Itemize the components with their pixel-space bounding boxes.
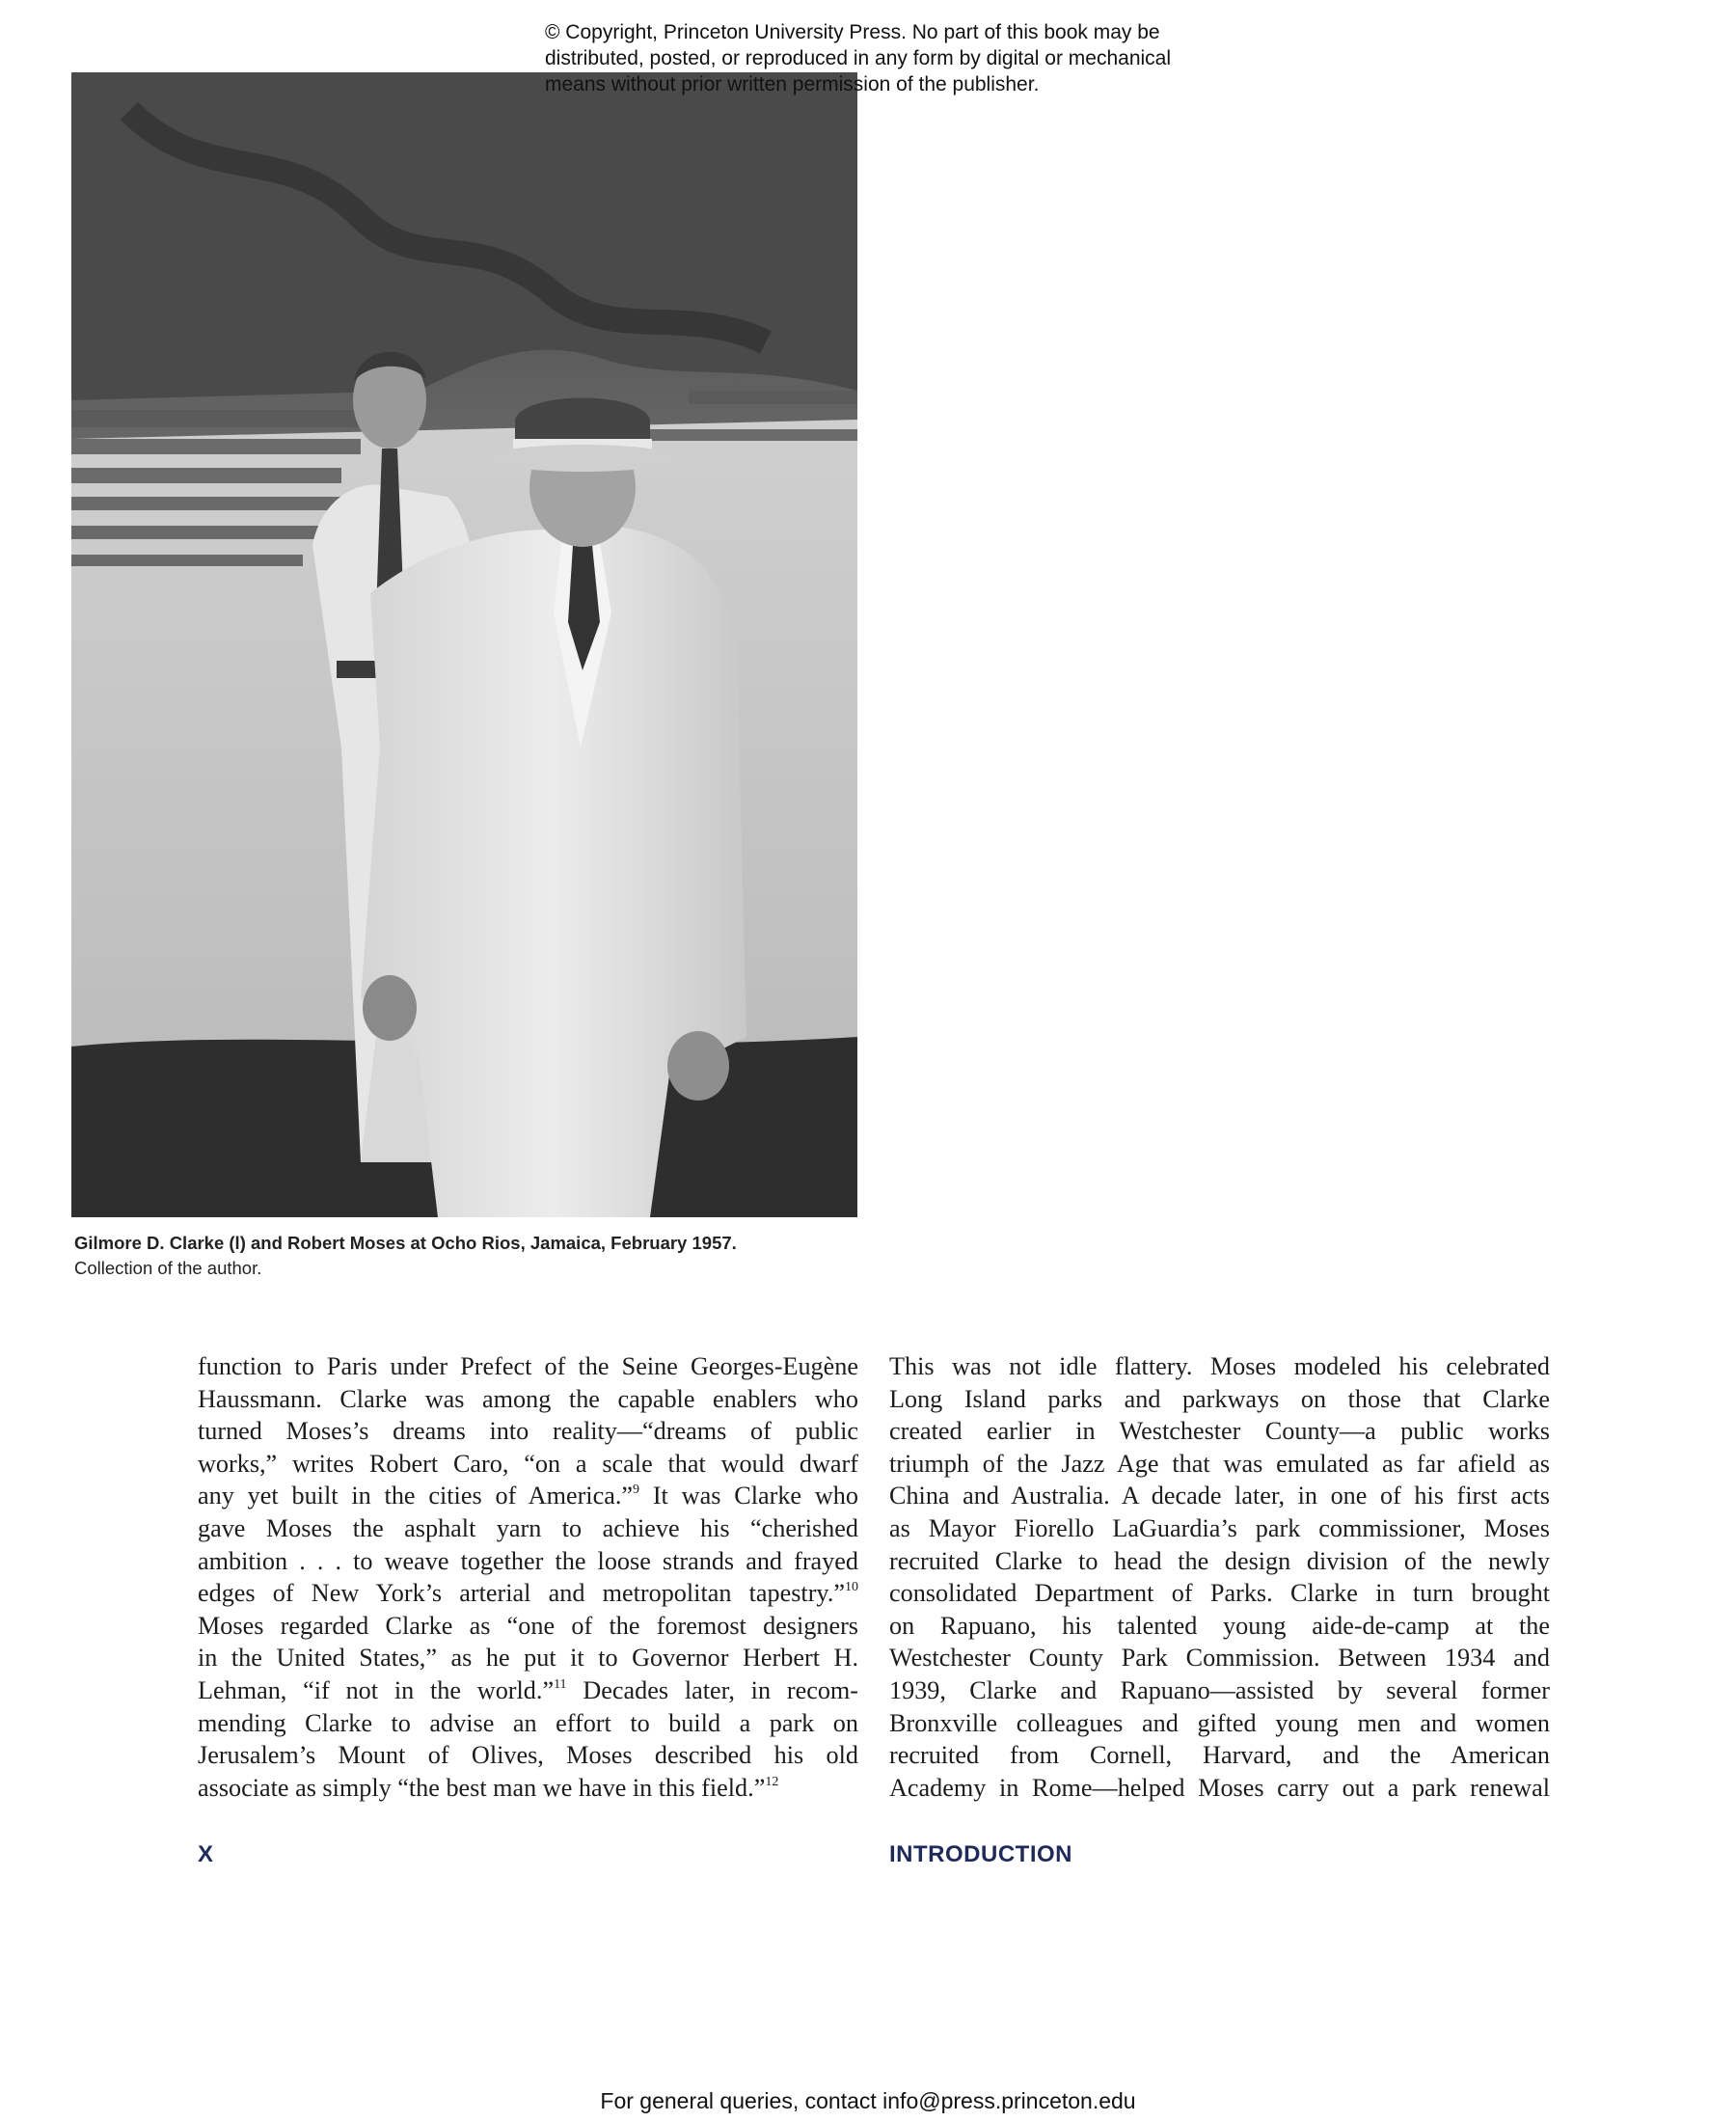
text-line: in the United States,” as he put it to Governor Herbert H.: [198, 1644, 858, 1673]
text-fragment: associate as simply “the best man we have in this field.”: [198, 1773, 766, 1802]
text-line: Moses regarded Clarke as “one of the foremost designers: [198, 1611, 858, 1640]
text-line: China and Australia. A decade later, in one of his first acts: [889, 1482, 1550, 1510]
text-line: Westchester County Park Commission. Between 1934 and: [889, 1644, 1550, 1673]
running-head: INTRODUCTION: [889, 1841, 1072, 1867]
text-line: ambition . . . to weave together the loose strands and frayed: [198, 1546, 858, 1575]
note-reference: 10: [845, 1580, 858, 1595]
text-line: 1939, Clarke and Rapuano—assisted by several former: [889, 1675, 1550, 1704]
caption-title: Gilmore D. Clarke (l) and Robert Moses at Ocho Rios, Jamaica, February 1957.: [74, 1233, 737, 1253]
text-fragment: any yet built in the cities of America.”: [198, 1482, 633, 1510]
copyright-line: © Copyright, Princeton University Press. No part of this book may be: [545, 21, 1160, 43]
text-fragment: Lehman, “if not in the world.”: [198, 1675, 555, 1704]
text-line: Jerusalem’s Mount of Olives, Moses described his old: [198, 1741, 858, 1770]
text-line: gave Moses the asphalt yarn to achieve his “cherished: [198, 1513, 858, 1542]
text-line: [198, 1772, 858, 1805]
footer-contact: For general queries, contact info@press.princeton.edu: [600, 2088, 1136, 2113]
text-fragment: It was Clarke who: [639, 1482, 858, 1510]
text-line: Long Island parks and parkways on those that Clarke: [889, 1384, 1550, 1413]
note-reference: 11: [554, 1676, 567, 1692]
note-reference: 9: [633, 1483, 639, 1498]
text-fragment: edges of New York’s arterial and metropolitan tapestry.”: [198, 1579, 845, 1608]
text-line: [198, 1480, 858, 1512]
photograph: [71, 72, 857, 1217]
text-line: triumph of the Jazz Age that was emulated as far afield as: [889, 1449, 1550, 1478]
text-line: Haussmann. Clarke was among the capable enablers who: [198, 1384, 858, 1413]
text-line: created earlier in Westchester County—a public works: [889, 1417, 1550, 1446]
text-line: Academy in Rome—helped Moses carry out a park renewal: [889, 1773, 1550, 1802]
text-line: function to Paris under Prefect of the Seine Georges-Eugène: [198, 1352, 858, 1380]
text-line: recruited Clarke to head the design division of the newly: [889, 1546, 1550, 1575]
body-text-left-column: [198, 1350, 858, 1804]
text-line: mending Clarke to advise an effort to build a park on: [198, 1708, 858, 1737]
text-line: turned Moses’s dreams into reality—“dreams of public: [198, 1417, 858, 1446]
figure-caption: [74, 1231, 942, 1281]
text-line: works,” writes Robert Caro, “on a scale that would dwarf: [198, 1449, 858, 1478]
text-line: recruited from Cornell, Harvard, and the American: [889, 1741, 1550, 1770]
text-line: on Rapuano, his talented young aide-de-camp at the: [889, 1611, 1550, 1640]
body-text-right-column: [889, 1350, 1550, 1804]
text-line: as Mayor Fiorello LaGuardia’s park commissioner, Moses: [889, 1513, 1550, 1542]
copyright-line: means without prior written permission of the publisher.: [545, 73, 1040, 95]
text-fragment: Decades later, in recom-: [566, 1675, 858, 1704]
page-number: X: [198, 1841, 214, 1867]
text-line: [198, 1674, 858, 1707]
text-line: Bronxville colleagues and gifted young men and women: [889, 1708, 1550, 1737]
text-line: [198, 1577, 858, 1610]
copyright-notice: [545, 19, 1220, 97]
text-line: consolidated Department of Parks. Clarke in turn brought: [889, 1579, 1550, 1608]
copyright-line: distributed, posted, or reproduced in any form by digital or mechanical: [545, 47, 1172, 69]
text-line: This was not idle flattery. Moses modeled his celebrated: [889, 1352, 1550, 1380]
caption-credit: Collection of the author.: [74, 1258, 262, 1278]
note-reference: 12: [765, 1774, 779, 1789]
